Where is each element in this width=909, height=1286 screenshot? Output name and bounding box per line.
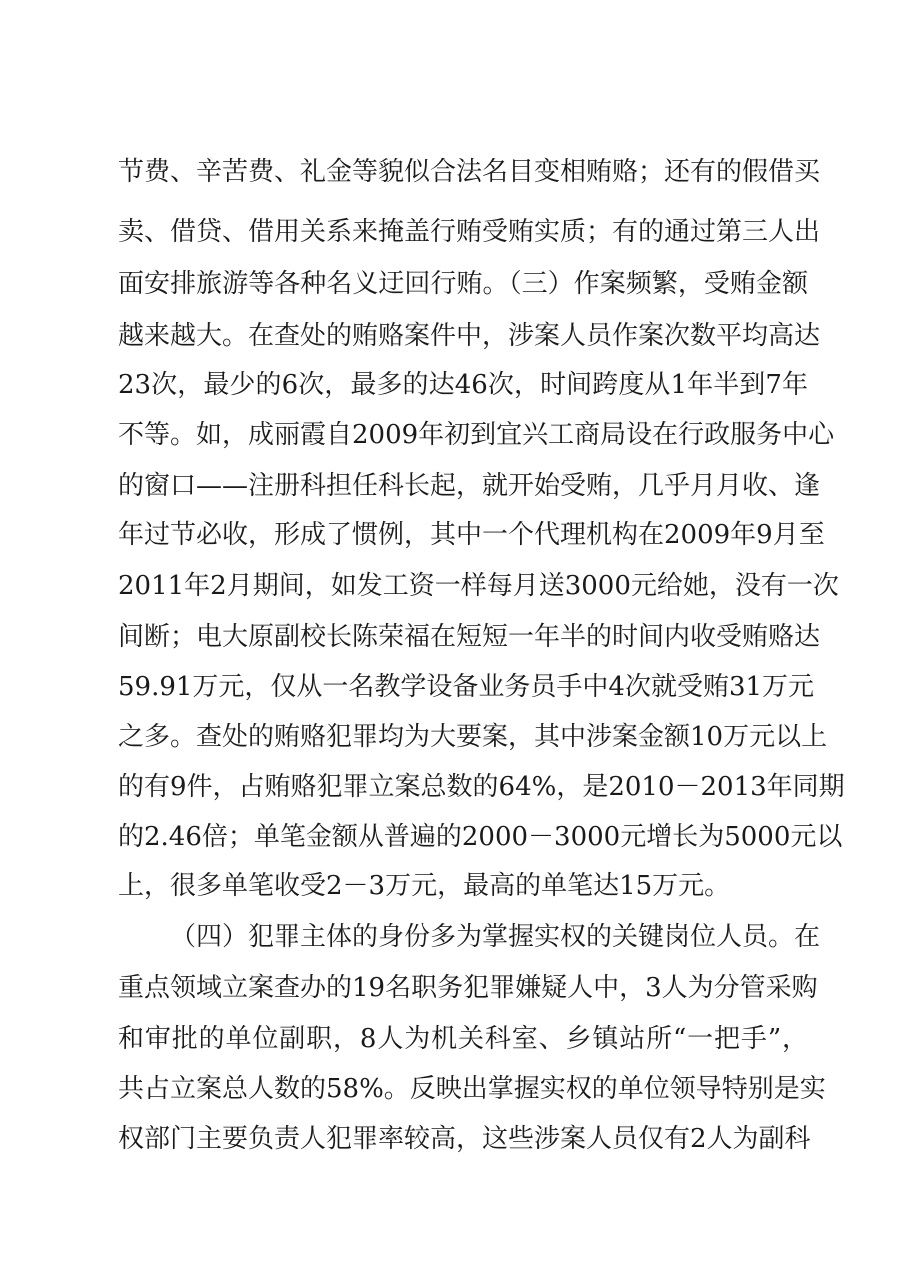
text-line: 之多。查处的贿赂犯罪均为大要案，其中涉案金额10万元以上 [118,722,828,752]
text-line: 重点领域立案查办的19名职务犯罪嫌疑人中，3人为分管采购 [118,973,818,1003]
text-line: 2011年2月期间，如发工资一样每月送3000元给她，没有一次 [118,571,839,601]
text-line: 间断；电大原副校长陈荣福在短短一年半的时间内收受贿赂达 [118,622,821,652]
text-line: 和审批的单位副职，8人为机关科室、乡镇站所“一把手”， [118,1024,808,1054]
text-line: 23次，最少的6次，最多的达46次，时间跨度从1年半到7年 [118,370,808,400]
text-line: 节费、辛苦费、礼金等貌似合法名目变相贿赂；还有的假借买 [118,157,821,187]
text-line: 权部门主要负责人犯罪率较高，这些涉案人员仅有2人为副科 [118,1124,811,1154]
text-line: 越来越大。在查处的贿赂案件中，涉案人员作案次数平均高达 [118,321,821,351]
text-line: 上，很多单笔收受2－3万元，最高的单笔达15万元。 [118,871,731,901]
text-line: 年过节必收，形成了惯例，其中一个代理机构在2009年9月至 [118,520,825,550]
text-line: 的2.46倍；单笔金额从普遍的2000－3000元增长为5000元以 [118,822,843,852]
text-line: 共占立案总人数的58%。反映出掌握实权的单位领导特别是实 [118,1074,826,1104]
text-line: 的有9件，占贿赂犯罪立案总数的64%，是2010－2013年同期 [118,772,845,802]
text-line: 的窗口——注册科担任科长起，就开始受贿，几乎月月收、逢 [118,471,821,501]
text-line: 卖、借贷、借用关系来掩盖行贿受贿实质；有的通过第三人出 [118,217,821,247]
text-line: （四）犯罪主体的身份多为掌握实权的关键岗位人员。在 [170,922,821,952]
text-line: 59.91万元，仅从一名教学设备业务员手中4次就受贿31万元 [118,672,815,702]
text-line: 不等。如，成丽霞自2009年初到宜兴工商局设在行政服务中心 [118,420,835,450]
text-line: 面安排旅游等各种名义迂回行贿。（三）作案频繁，受贿金额 [118,269,808,299]
